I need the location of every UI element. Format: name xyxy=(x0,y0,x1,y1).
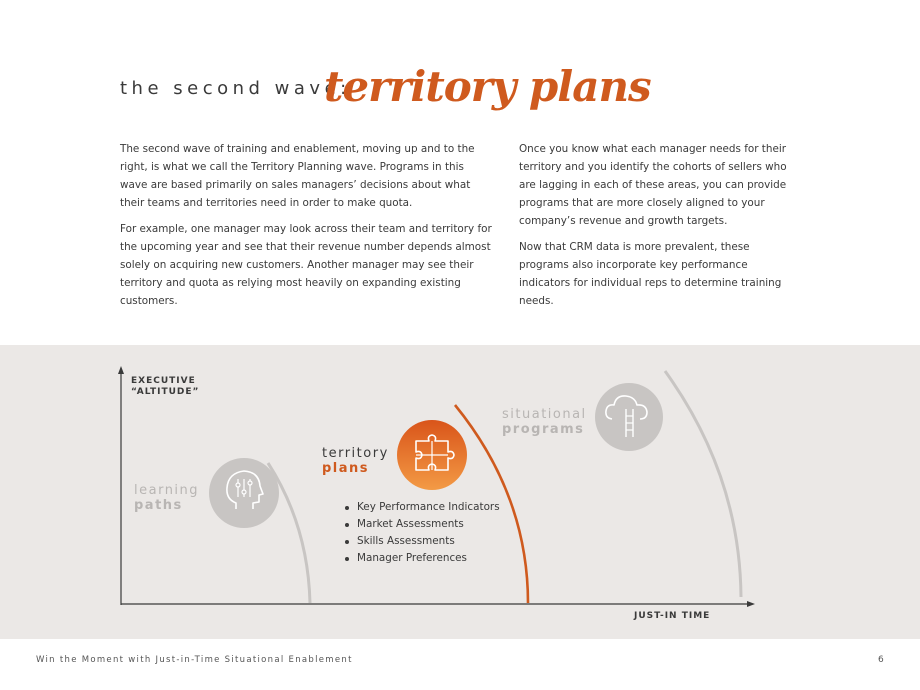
cloud-ladder-icon xyxy=(595,383,663,451)
footer-title: Win the Moment with Just-in-Time Situational Enablement xyxy=(36,655,353,665)
paragraph: Once you know what each manager needs for their territory and you identify the cohorts of sellers who are lagging in each of these areas, you can provide programs that are more closely aligned to your company’s revenue and growth targets. xyxy=(519,143,787,227)
stage-label-line2: paths xyxy=(134,498,183,513)
puzzle-icon xyxy=(397,420,467,490)
y-axis-label xyxy=(131,376,199,398)
head-gears-icon xyxy=(209,458,279,528)
heading-prefix: the second wave: xyxy=(120,78,351,99)
paragraph: Now that CRM data is more prevalent, these programs also incorporate key performance indicators for individual reps to determine training needs. xyxy=(519,241,782,307)
list-item: Key Performance Indicators xyxy=(343,499,500,516)
stage-label-line1: situational xyxy=(502,407,587,422)
stage-label-line1: territory xyxy=(322,446,389,461)
page-heading xyxy=(120,62,680,118)
territory-bullet-list xyxy=(343,499,500,567)
stage-label-territory-plans xyxy=(322,447,389,477)
x-axis-label: JUST-IN TIME xyxy=(634,611,711,621)
paragraph: The second wave of training and enablement, moving up and to the right, is what we call the Territory Planning wave. Programs in this wave are based primarily on sales managers’ decisions about what their teams and territories need in order to make quota. xyxy=(120,143,475,209)
stage-label-learning-paths xyxy=(134,484,199,514)
wave-arc-situational xyxy=(665,371,741,597)
intro-column-right xyxy=(519,140,799,318)
y-axis-label-line1: EXECUTIVE xyxy=(131,376,196,386)
page-number: 6 xyxy=(878,655,884,665)
paragraph: For example, one manager may look across their team and territory for the upcoming year and see that their revenue number depends almost solely on acquiring new customers. Another manager may see their territory and quota as relying most heavily on expanding existing customers. xyxy=(120,223,492,307)
stage-label-line2: programs xyxy=(502,422,585,437)
list-item: Market Assessments xyxy=(343,516,500,533)
waves-diagram xyxy=(0,345,920,639)
intro-column-left xyxy=(120,140,492,318)
y-axis-label-line2: “ALTITUDE” xyxy=(131,387,200,397)
list-item: Skills Assessments xyxy=(343,533,500,550)
stage-label-line2: plans xyxy=(322,461,370,476)
heading-highlight: territory plans xyxy=(324,62,651,111)
list-item: Manager Preferences xyxy=(343,550,500,567)
stage-label-situational-programs xyxy=(502,408,587,438)
stage-label-line1: learning xyxy=(134,483,200,498)
